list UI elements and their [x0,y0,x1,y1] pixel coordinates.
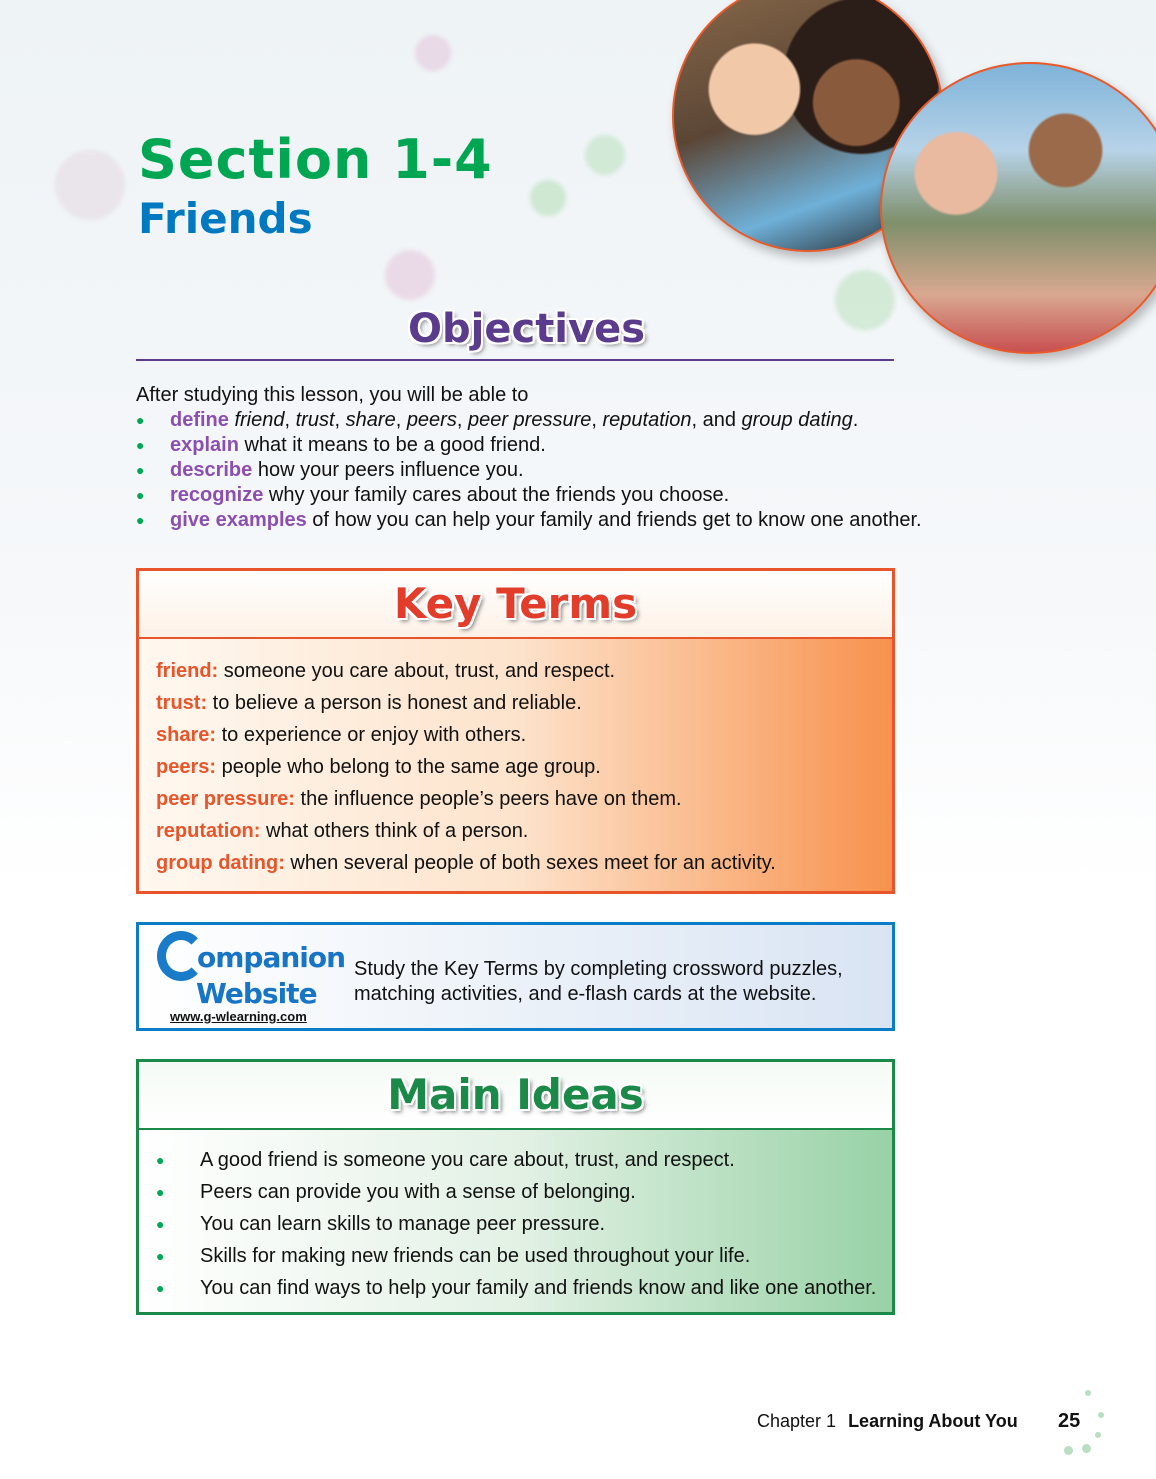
key-term-definition: to believe a person is honest and reliable. [207,692,582,714]
objective-item [136,483,922,508]
key-term-definition: to experience or enjoy with others. [216,724,527,746]
bullet-icon: ● [136,512,145,528]
bullet-icon: ● [156,1152,165,1168]
bullet-icon: ● [156,1184,165,1200]
photo-friends-sitting [880,62,1156,354]
key-term-item [156,847,892,879]
objective-item [136,508,922,533]
decor-dot [1082,1444,1091,1453]
bullet-icon: ● [136,487,145,503]
main-idea-text: You can find ways to help your family and friends know and like one another. [200,1277,877,1299]
bg-bubble [530,180,566,216]
objective-text: peers [406,409,457,431]
objective-text: friend [234,409,285,431]
key-term-item [156,783,892,815]
bullet-icon: ● [136,412,145,428]
decor-dot [1098,1412,1104,1418]
main-ideas-list [139,1130,892,1304]
key-term: reputation: [156,820,261,842]
main-idea-item [156,1208,892,1240]
logo-text: Website [196,977,317,1010]
key-terms-heading: Key Terms [393,579,638,628]
footer [757,1411,1018,1432]
decor-dot [1085,1390,1091,1396]
bg-bubble [415,35,451,71]
objective-verb: define [170,409,229,431]
main-idea-item [156,1240,892,1272]
key-term: peers: [156,756,217,778]
key-term: group dating: [156,852,285,874]
key-term-item [156,687,892,719]
bullet-icon: ● [156,1216,165,1232]
objective-text: . [852,409,859,431]
objective-text: , [456,409,468,431]
chapter-title: Learning About You [848,1411,1018,1431]
text-line: matching activities, and e-flash cards at the website. [354,983,817,1005]
main-ideas-heading: Main Ideas [387,1070,644,1119]
objective-text: , [334,409,346,431]
divider [136,359,894,361]
objective-text: peer pressure [467,409,592,431]
decor-dot [1095,1432,1101,1438]
key-term-item [156,815,892,847]
objective-text: how your peers influence you. [252,459,524,481]
objectives-heading: Objectives [408,306,646,352]
bg-bubble [835,270,895,330]
bg-bubble [55,150,125,220]
main-idea-text: Peers can provide you with a sense of belonging. [200,1181,636,1203]
key-term-item [156,719,892,751]
website-link[interactable]: www.g-wlearning.com [170,1009,307,1024]
objective-text: share [345,409,396,431]
objective-text: group dating [741,409,853,431]
bullet-icon: ● [136,437,145,453]
objective-text: reputation [602,409,692,431]
objective-text: what it means to be a good friend. [238,434,546,456]
key-term-definition: what others think of a person. [260,820,529,842]
chapter-label: Chapter 1 [757,1411,837,1431]
decor-dot [1064,1446,1073,1455]
objective-verb: give examples [170,509,307,531]
key-term: friend: [156,660,219,682]
objective-item [136,433,922,458]
main-ideas-box [136,1059,895,1315]
main-idea-item [156,1144,892,1176]
objective-verb: explain [170,434,239,456]
key-terms-box [136,568,895,894]
key-term-definition: when several people of both sexes meet for an activity. [284,852,776,874]
key-term: trust: [156,692,208,714]
objective-text: , [284,409,296,431]
objective-verb: describe [170,459,253,481]
section-title: Friends [138,194,313,243]
bullet-icon: ● [136,462,145,478]
key-term-definition: people who belong to the same age group. [216,756,601,778]
main-idea-text: You can learn skills to manage peer pressure. [200,1213,606,1235]
key-term-item [156,751,892,783]
key-term-definition: the influence people’s peers have on them. [294,788,682,810]
objective-text: , [395,409,407,431]
companion-text [354,957,843,1007]
text-line: Study the Key Terms by completing crossword puzzles, [354,958,843,980]
objective-text: , [591,409,603,431]
main-idea-item [156,1176,892,1208]
key-term: share: [156,724,217,746]
objective-text: of how you can help your family and friends get to know one another. [306,509,922,531]
key-term: peer pressure: [156,788,295,810]
objectives-list [136,408,922,533]
objective-text: why your family cares about the friends you choose. [263,484,730,506]
logo-text: ompanion [197,941,346,974]
objective-item [136,408,922,433]
main-idea-text: A good friend is someone you care about, trust, and respect. [200,1149,735,1171]
main-idea-text: Skills for making new friends can be used throughout your life. [200,1245,751,1267]
bullet-icon: ● [156,1248,165,1264]
objective-item [136,458,922,483]
bullet-icon: ● [156,1280,165,1296]
main-idea-item [156,1272,892,1304]
bg-bubble [385,250,435,300]
companion-website-box [136,922,895,1031]
objectives-intro: After studying this lesson, you will be able to [136,384,529,406]
page-number: 25 [1058,1410,1081,1432]
key-term-definition: someone you care about, trust, and respect. [218,660,616,682]
key-term-item [156,655,892,687]
key-terms-list [139,639,892,879]
objective-text: , and [691,409,742,431]
objective-verb: recognize [170,484,264,506]
section-number: Section 1-4 [138,128,493,191]
objective-text: trust [295,409,335,431]
bg-bubble [585,135,625,175]
